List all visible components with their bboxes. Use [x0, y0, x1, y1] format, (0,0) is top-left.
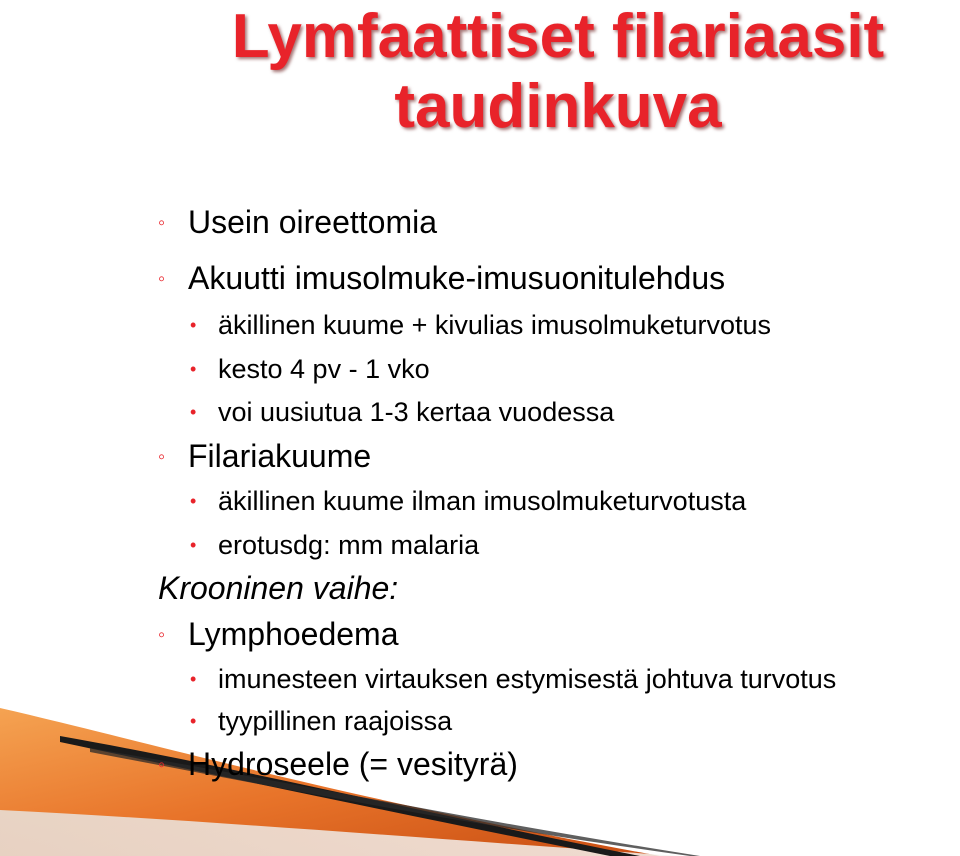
sub-list-item	[190, 308, 771, 342]
list-item	[158, 436, 371, 477]
list-item-text: Usein oireettomia	[188, 204, 437, 240]
dot-bullet-icon: •	[190, 402, 197, 422]
sub-list-item-text: kesto 4 pv - 1 vko	[218, 354, 430, 384]
slide-title-line1: Lymfaattiset filariaasit	[231, 2, 885, 71]
list-item-text: Filariakuume	[188, 438, 372, 474]
circle-bullet-icon: ◦	[158, 754, 166, 776]
sub-list-item-text: tyypillinen raajoissa	[218, 706, 453, 736]
sub-list-item-text: äkillinen kuume + kivulias imusolmuketurvotus	[218, 310, 771, 340]
sub-list-item	[190, 704, 452, 738]
circle-bullet-icon: ◦	[158, 268, 166, 290]
dot-bullet-icon: •	[190, 535, 197, 555]
list-item	[158, 202, 437, 243]
sub-list-item	[190, 352, 430, 386]
list-item	[158, 744, 518, 785]
section-heading: Krooninen vaihe:	[158, 570, 399, 606]
dot-bullet-icon: •	[190, 669, 197, 689]
circle-bullet-icon: ◦	[158, 212, 166, 234]
sub-list-item-text: äkillinen kuume ilman imusolmuketurvotusta	[218, 486, 747, 516]
list-item-text: Hydroseele (= vesityrä)	[188, 746, 518, 782]
list-item	[158, 258, 725, 299]
list-item-text: Lymphoedema	[188, 616, 399, 652]
sub-list-item	[190, 528, 479, 562]
sub-list-item-text: imunesteen virtauksen estymisestä johtuva turvotus	[218, 664, 837, 694]
circle-bullet-icon: ◦	[158, 446, 166, 468]
sub-list-item-text: voi uusiutua 1-3 kertaa vuodessa	[218, 397, 615, 427]
sub-list-item	[190, 662, 836, 696]
list-item-text: Akuutti imusolmuke-imusuonitulehdus	[188, 260, 726, 296]
circle-bullet-icon: ◦	[158, 624, 166, 646]
dot-bullet-icon: •	[190, 491, 197, 511]
sub-list-item	[190, 395, 614, 429]
dot-bullet-icon: •	[190, 711, 197, 731]
sub-list-item-text: erotusdg: mm malaria	[218, 530, 480, 560]
list-item	[158, 614, 399, 655]
slide-title-line2: taudinkuva	[394, 72, 722, 141]
sub-list-item	[190, 484, 746, 518]
dot-bullet-icon: •	[190, 359, 197, 379]
dot-bullet-icon: •	[190, 315, 197, 335]
